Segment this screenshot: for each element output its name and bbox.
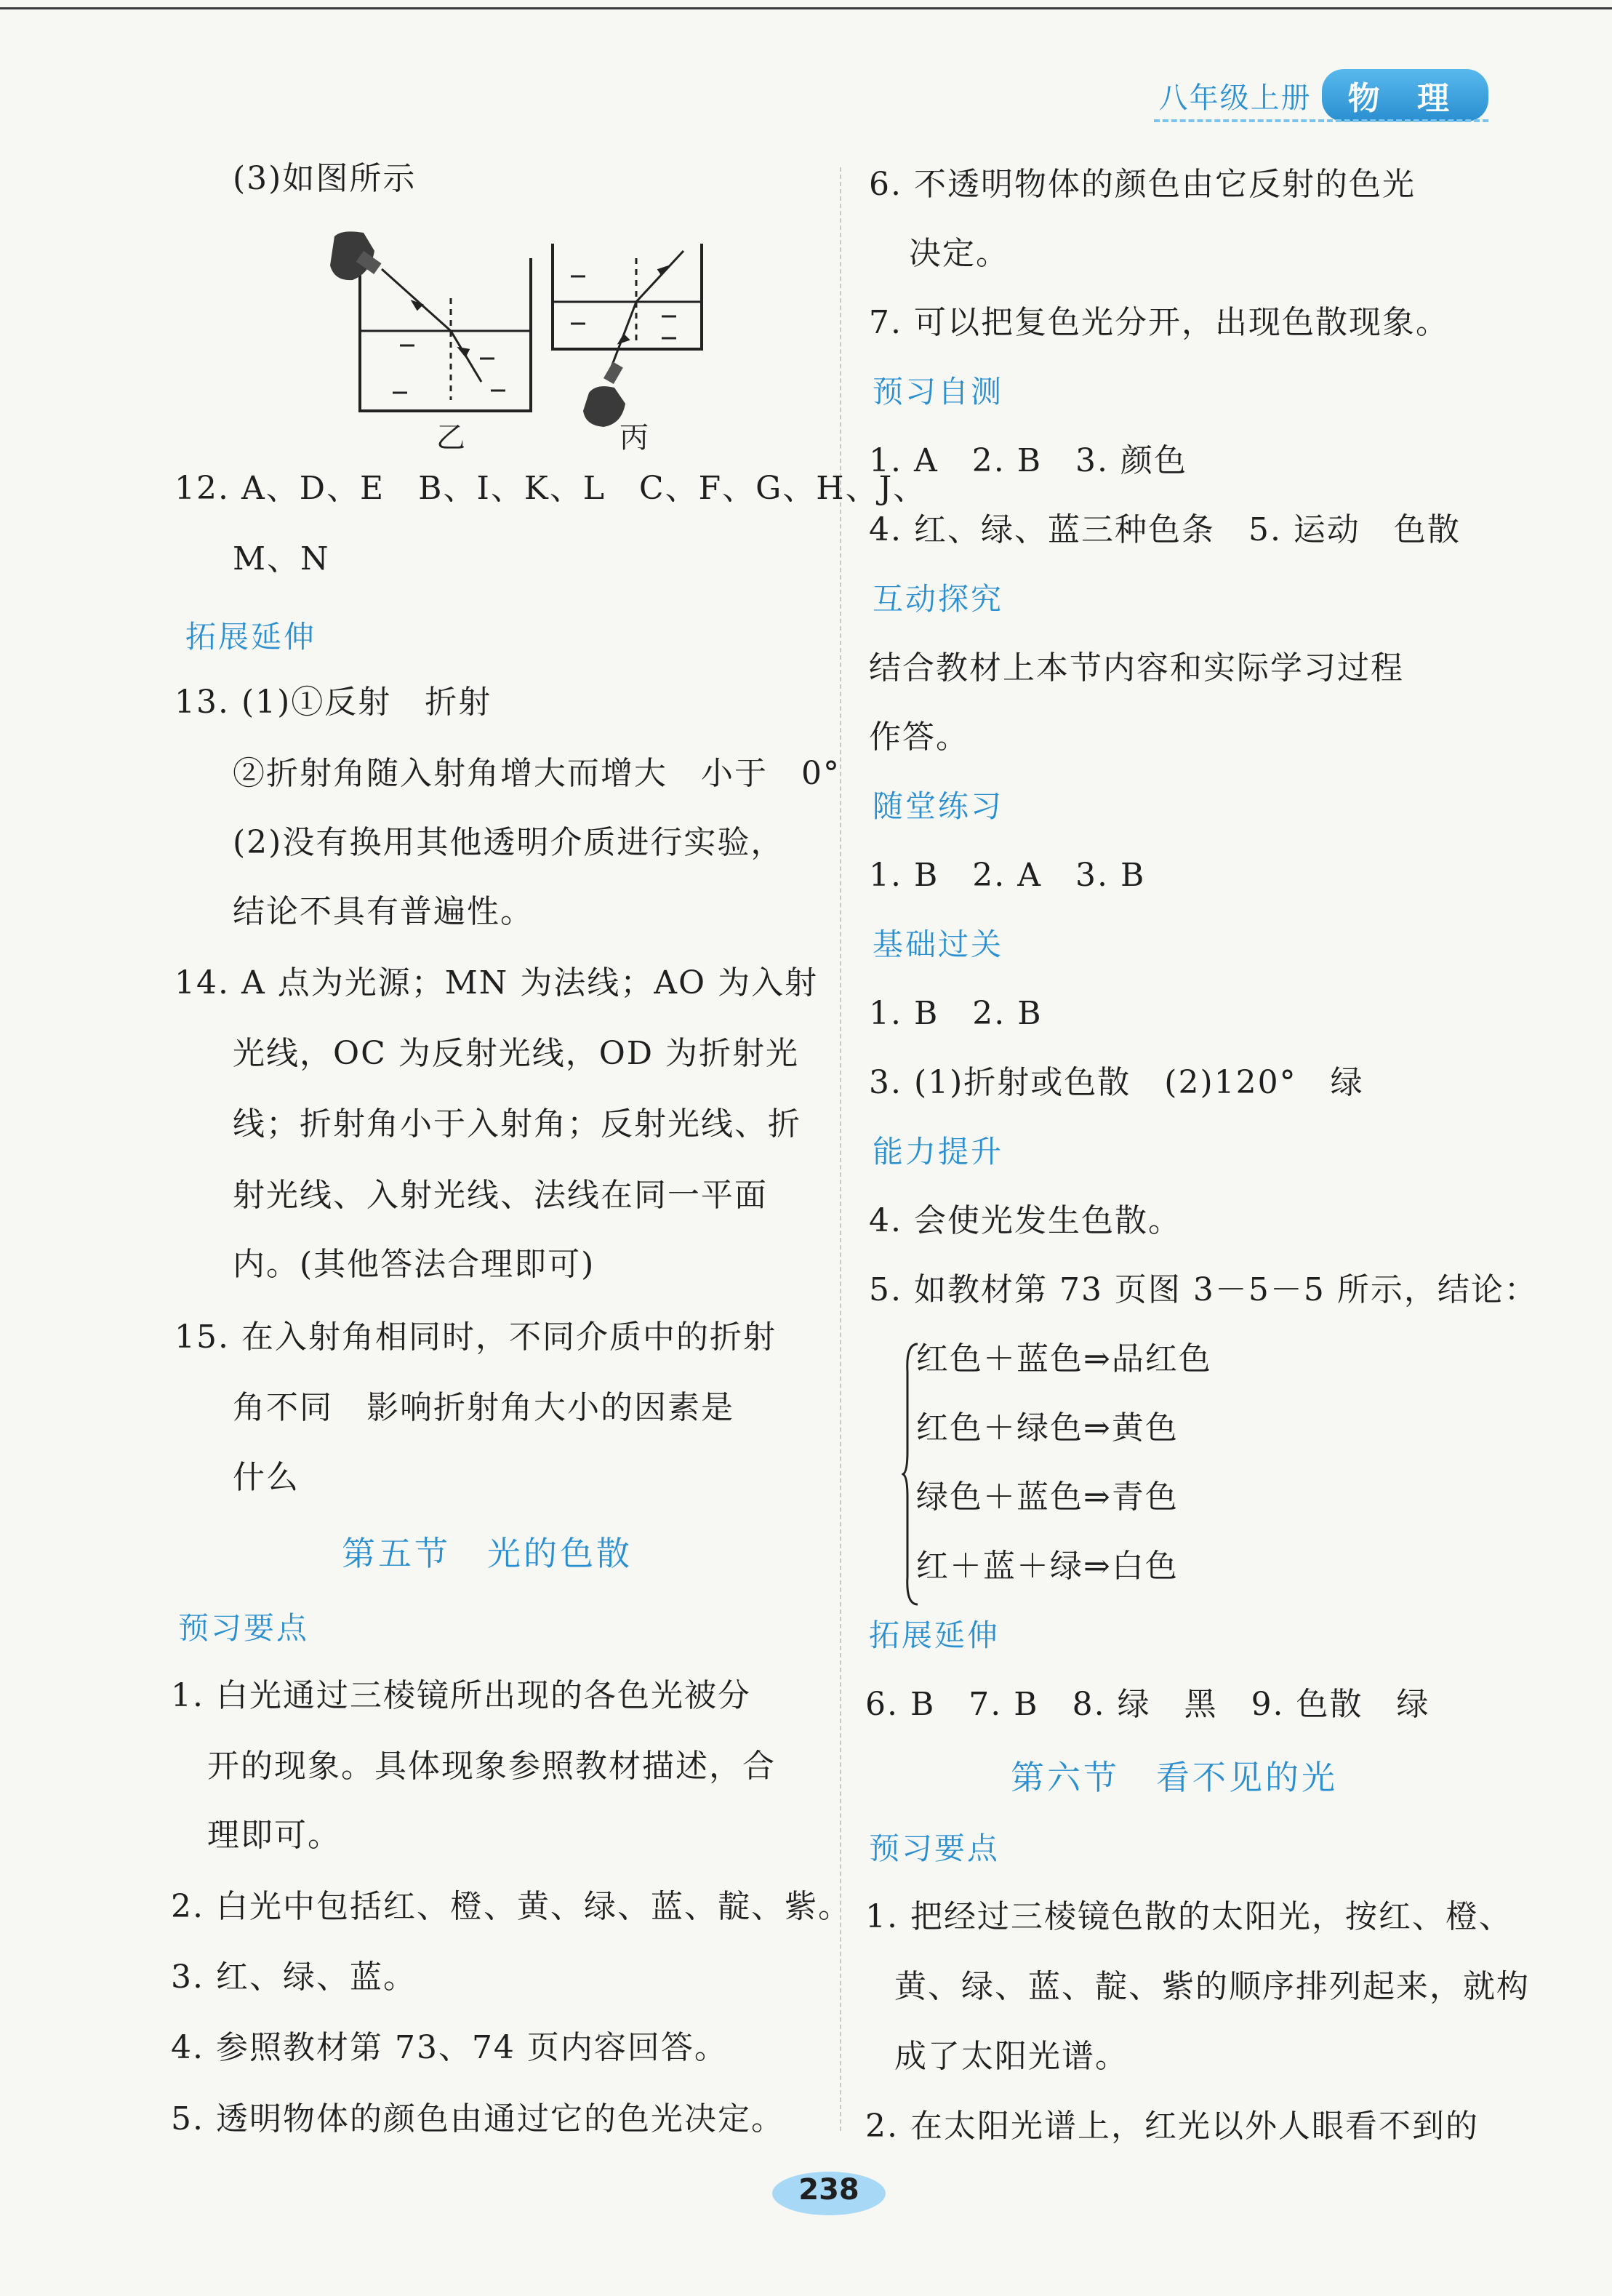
- nengli-2: 5. 如教材第 73 页图 3－5－5 所示，结论：: [869, 1271, 1538, 1308]
- hand-flashlight-bing: [583, 361, 625, 427]
- yuxi2-1c: 成了太阳光谱。: [894, 2038, 1128, 2075]
- tuozhan-answers: 6. B 7. B 8. 绿 黑 9. 色散 绿: [865, 1686, 1430, 1723]
- brace-icon: [902, 1343, 919, 1606]
- section-suitang: 随堂练习: [873, 788, 1004, 824]
- point-6: 6. 不透明物体的颜色由它反射的色光: [869, 166, 1416, 203]
- jichu-2: 3. (1)折射或色散 (2)120° 绿: [869, 1064, 1364, 1101]
- answer-11-3: (3)如图所示: [233, 160, 417, 197]
- answer-13-2: (2)没有换用其他透明介质进行实验，: [233, 824, 785, 861]
- section-zice: 预习自测: [873, 374, 1004, 409]
- grade-label: 八年级上册: [1158, 81, 1312, 115]
- point-4: 4. 参照教材第 73、74 页内容回答。: [171, 2029, 728, 2066]
- answer-15b: 角不同 影响折射角大小的因素是: [233, 1389, 734, 1426]
- answer-12-cont: M、N: [233, 540, 330, 577]
- section-tuozhan-2: 拓展延伸: [869, 1617, 1001, 1653]
- page-number-badge: [771, 2164, 887, 2223]
- point-6b: 决定。: [909, 235, 1009, 272]
- column-divider: [840, 167, 841, 2131]
- suitang-1: 1. B 2. A 3. B: [869, 857, 1146, 894]
- answer-15c: 什么: [233, 1459, 300, 1496]
- color-mix-4: 红＋蓝＋绿⇒白色: [916, 1548, 1179, 1585]
- section-hudong: 互动探究: [873, 581, 1004, 617]
- subject-badge: 物 理: [1322, 69, 1488, 121]
- refraction-figure: [320, 229, 727, 455]
- jichu-1: 1. B 2. B: [869, 995, 1043, 1032]
- answer-14c: 线；折射角小于入射角；反射光线、折: [233, 1105, 801, 1143]
- section-title-6: 第六节 看不见的光: [1011, 1758, 1338, 1797]
- hudong-2: 作答。: [869, 719, 969, 756]
- point-7: 7. 可以把复色光分开，出现色散现象。: [869, 304, 1449, 341]
- page-number: 238: [798, 2173, 859, 2207]
- section-jichu: 基础过关: [873, 927, 1004, 962]
- point-5: 5. 透明物体的颜色由通过它的色光决定。: [171, 2100, 785, 2137]
- ray-yi: [382, 269, 481, 400]
- answer-13-1b: ②折射角随入射角增大而增大 小于 0°: [233, 755, 841, 792]
- yuxi2-1: 1. 把经过三棱镜色散的太阳光，按红、橙、: [865, 1898, 1512, 1935]
- figure-label-bing: 丙: [619, 421, 649, 455]
- answer-14: 14. A 点为光源；MN 为法线；AO 为入射: [175, 964, 819, 1001]
- answer-15: 15. 在入射角相同时，不同介质中的折射: [175, 1319, 777, 1356]
- container-yi: [360, 258, 531, 411]
- section-nengli: 能力提升: [873, 1134, 1004, 1169]
- point-1b: 开的现象。具体现象参照教材描述，合: [207, 1748, 776, 1785]
- answer-14e: 内。(其他答法合理即可): [233, 1246, 596, 1283]
- point-2: 2. 白光中包括红、橙、黄、绿、蓝、靛、紫。: [171, 1888, 851, 1925]
- ray-bing: [607, 251, 683, 378]
- hand-flashlight-yi: [330, 231, 382, 280]
- figure-label-yi: 乙: [436, 421, 465, 455]
- answer-14d: 射光线、入射光线、法线在同一平面: [233, 1177, 768, 1214]
- hudong-1: 结合教材上本节内容和实际学习过程: [869, 649, 1404, 687]
- section-yuxi: 预习要点: [178, 1610, 310, 1646]
- nengli-1: 4. 会使光发生色散。: [869, 1202, 1182, 1239]
- answer-12: 12. A、D、E B、I、K、L C、F、G、H、J、: [175, 470, 927, 507]
- section-title-5: 第五节 光的色散: [342, 1534, 633, 1573]
- answer-14b: 光线，OC 为反射光线，OD 为折射光: [233, 1035, 800, 1072]
- zice-1: 1. A 2. B 3. 颜色: [869, 442, 1188, 479]
- color-mix-1: 红色＋蓝色⇒品红色: [916, 1340, 1212, 1377]
- container-bing: [553, 244, 702, 349]
- point-1: 1. 白光通过三棱镜所出现的各色光被分: [171, 1677, 751, 1714]
- answer-13-2b: 结论不具有普遍性。: [233, 893, 534, 930]
- page-header: [1159, 70, 1488, 121]
- header-underline: [1154, 119, 1488, 122]
- yuxi2-1b: 黄、绿、蓝、靛、紫的顺序排列起来，就构: [894, 1968, 1530, 2005]
- point-3: 3. 红、绿、蓝。: [171, 1959, 417, 1996]
- point-1c: 理即可。: [207, 1817, 341, 1854]
- yuxi2-2: 2. 在太阳光谱上，红光以外人眼看不到的: [865, 2108, 1479, 2145]
- zice-2: 4. 红、绿、蓝三种色条 5. 运动 色散: [869, 511, 1461, 548]
- color-mix-3: 绿色＋蓝色⇒青色: [916, 1479, 1179, 1516]
- section-yuxi-2: 预习要点: [869, 1831, 1001, 1866]
- top-rule: [0, 7, 1612, 9]
- answer-13-1: 13. (1)①反射 折射: [175, 684, 492, 721]
- section-tuozhan: 拓展延伸: [185, 619, 317, 655]
- color-mix-2: 红色＋绿色⇒黄色: [916, 1409, 1179, 1447]
